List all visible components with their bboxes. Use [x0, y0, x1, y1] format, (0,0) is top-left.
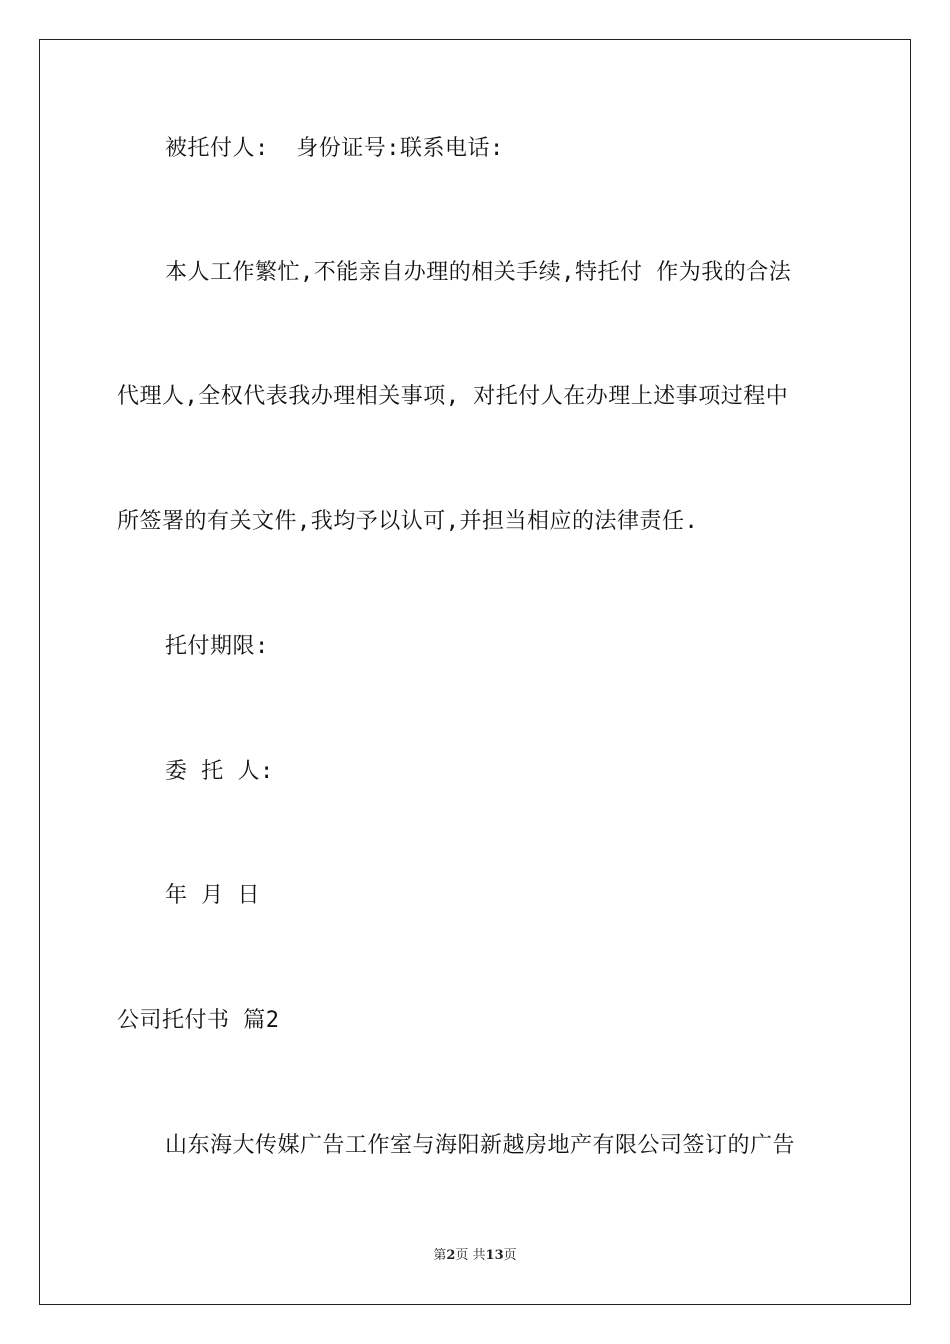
date-label: 年 月 日 [165, 883, 260, 908]
page-border [39, 39, 911, 1305]
page-footer [0, 1247, 950, 1265]
footer-page-prefix: 第 [433, 1248, 447, 1263]
entrustee-info-line: 被托付人: 身份证号:联系电话: [165, 136, 504, 161]
footer-page-total: 13 [485, 1248, 504, 1263]
section-heading: 公司托付书 篇2 [117, 1008, 280, 1033]
entruster-label: 委 托 人: [165, 759, 274, 784]
footer-page-mid: 页 共 [455, 1248, 486, 1263]
section-body-line-1: 山东海大传媒广告工作室与海阳新越房地产有限公司签订的广告 [165, 1133, 796, 1158]
body-paragraph-line-1: 本人工作繁忙,不能亲自办理的相关手续,特托付 作为我的合法 [165, 260, 792, 285]
body-paragraph-line-3: 所签署的有关文件,我均予以认可,并担当相应的法律责任. [117, 509, 699, 534]
body-paragraph-line-2: 代理人,全权代表我办理相关事项, 对托付人在办理上述事项过程中 [117, 384, 789, 409]
footer-page-suffix: 页 [503, 1248, 517, 1263]
footer-page-current: 2 [446, 1248, 456, 1263]
entrust-period-label: 托付期限: [165, 634, 269, 659]
